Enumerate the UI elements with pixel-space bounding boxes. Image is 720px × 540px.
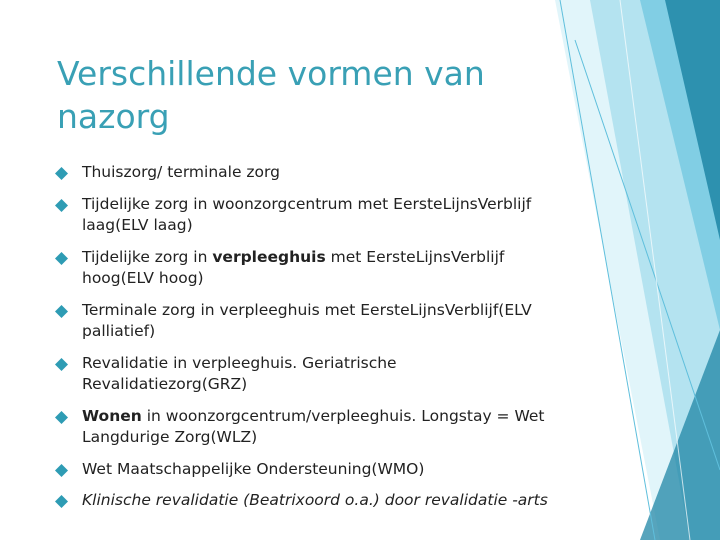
bullet-text — [82, 353, 552, 395]
diamond-bullet-icon — [55, 411, 68, 424]
bullet-text-italic: Klinische revalidatie (Beatrixoord o.a.) door revalidatie -arts — [82, 491, 548, 509]
diamond-bullet-icon — [55, 305, 68, 318]
bullet-text — [82, 247, 552, 289]
bullet-text-part: in woonzorgcentrum/verpleeghuis. Longstay = Wet Langdurige Zorg(WLZ) — [82, 407, 545, 446]
bullet-text — [82, 300, 552, 342]
bullet-text-part: Wet Maatschappelijke Ondersteuning(WMO) — [82, 460, 425, 478]
bullet-text — [82, 490, 552, 511]
bullet-text-part: Tijdelijke zorg in woonzorgcentrum met EersteLijnsVerblijf laag(ELV laag) — [82, 195, 532, 234]
bullet-text — [82, 459, 552, 480]
diamond-bullet-icon — [55, 358, 68, 371]
diamond-bullet-icon — [55, 252, 68, 265]
bullet-text-bold: Wonen — [82, 407, 142, 425]
diamond-bullet-icon — [55, 464, 68, 477]
slide-title: Verschillende vormen van nazorg — [57, 54, 485, 136]
bullet-text-part: Tijdelijke zorg in — [82, 248, 213, 266]
diamond-bullet-icon — [55, 199, 68, 212]
bullet-text-part: Terminale zorg in verpleeghuis met EersteLijnsVerblijf(ELV palliatief) — [82, 301, 532, 340]
bullet-text-part: Revalidatie in verpleeghuis. Geriatrische Revalidatiezorg(GRZ) — [82, 354, 397, 393]
bullet-text — [82, 162, 552, 183]
bullet-text — [82, 406, 552, 448]
bullet-text-part: Thuiszorg/ terminale zorg — [82, 163, 280, 181]
bullet-text-part: met EersteLijnsVerblijf hoog(ELV hoog) — [82, 248, 505, 287]
bullet-text — [82, 194, 552, 236]
diamond-bullet-icon — [55, 495, 68, 508]
diamond-bullet-icon — [55, 167, 68, 180]
bullet-text-bold: verpleeghuis — [212, 248, 326, 266]
